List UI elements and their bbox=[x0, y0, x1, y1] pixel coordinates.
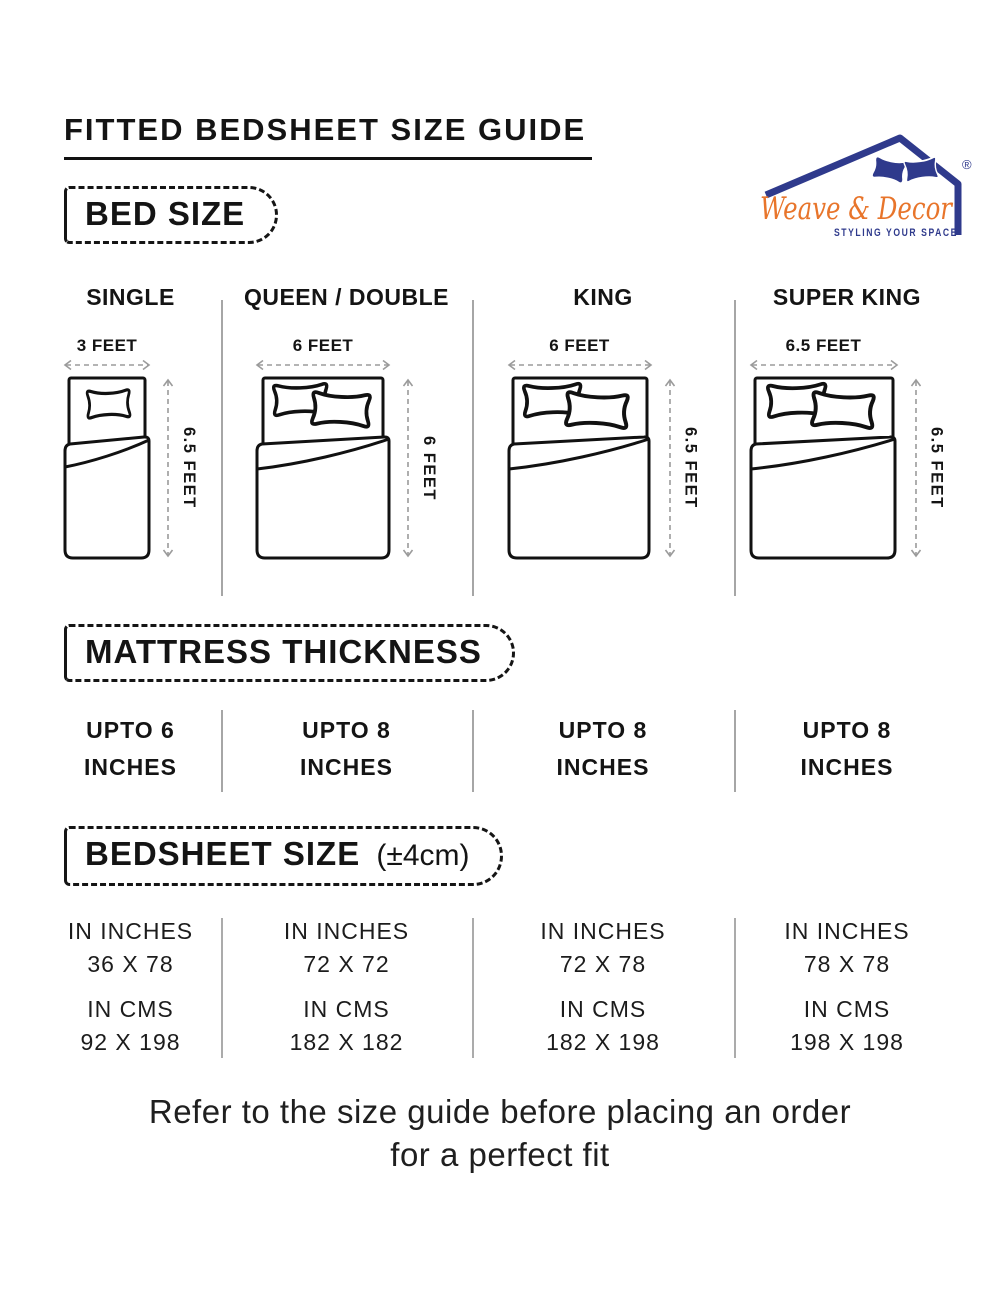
bedsheet-size-section bbox=[40, 916, 960, 1060]
inches-label: IN INCHES bbox=[67, 918, 194, 944]
thickness-value bbox=[472, 712, 734, 786]
bed-length-label: 6.5 FEET bbox=[927, 427, 946, 509]
thickness-value bbox=[40, 712, 221, 786]
bed-width-label: 6 FEET bbox=[549, 336, 610, 355]
pillow-icon bbox=[87, 390, 130, 418]
width-arrow-icon bbox=[747, 358, 901, 372]
bed-length-label: 6 FEET bbox=[420, 435, 438, 501]
bed-width-label: 6 FEET bbox=[292, 336, 354, 355]
bed-column-single bbox=[40, 284, 221, 596]
cms-value: 198 X 198 bbox=[790, 1029, 904, 1055]
cms-label: IN CMS bbox=[87, 996, 174, 1022]
bed-length-label: 6.5 FEET bbox=[180, 427, 198, 509]
thickness-line2: INCHES bbox=[300, 754, 393, 780]
bed-name: QUEEN / DOUBLE bbox=[243, 284, 450, 310]
brand-tagline: STYLING YOUR SPACE bbox=[834, 227, 958, 239]
bed-name: KING bbox=[573, 284, 633, 310]
cms-label: IN CMS bbox=[803, 996, 891, 1022]
length-arrow-icon bbox=[161, 376, 175, 560]
thickness-line1: UPTO 6 bbox=[86, 717, 175, 743]
bedsheet-size-column bbox=[221, 916, 472, 1060]
pillow-icon bbox=[873, 158, 906, 183]
cms-label: IN CMS bbox=[303, 996, 390, 1022]
footer-note bbox=[40, 1090, 960, 1176]
bed-size-section bbox=[40, 284, 960, 596]
inches-label: IN INCHES bbox=[283, 918, 410, 944]
cms-value: 92 X 198 bbox=[80, 1029, 181, 1055]
pillow-icon bbox=[565, 392, 627, 428]
bed-column-king bbox=[472, 284, 734, 596]
mattress-thickness-section bbox=[40, 712, 960, 786]
thickness-value bbox=[221, 712, 472, 786]
bed-illustration-single bbox=[61, 376, 153, 560]
cms-label: IN CMS bbox=[559, 996, 647, 1022]
width-arrow-icon bbox=[61, 358, 153, 372]
bed-size-heading: BED SIZE bbox=[64, 186, 278, 244]
length-arrow-icon bbox=[401, 376, 415, 560]
bed-illustration-queen bbox=[253, 376, 393, 560]
bed-width-label: 3 FEET bbox=[76, 336, 138, 355]
bedsheet-size-column bbox=[40, 916, 221, 1060]
pillow-icon bbox=[312, 392, 370, 427]
bedsheet-size-tolerance: (±4cm) bbox=[376, 839, 470, 872]
width-arrow-icon bbox=[253, 358, 393, 372]
brand-logo bbox=[750, 124, 982, 242]
thickness-line1: UPTO 8 bbox=[302, 717, 391, 743]
inches-value: 36 X 78 bbox=[87, 951, 174, 977]
bed-length-label: 6.5 FEET bbox=[681, 427, 700, 509]
length-arrow-icon bbox=[909, 376, 923, 560]
bed-name: SINGLE bbox=[86, 284, 175, 310]
thickness-line1: UPTO 8 bbox=[558, 717, 648, 743]
bed-illustration-king bbox=[505, 376, 655, 560]
cms-value: 182 X 198 bbox=[546, 1029, 660, 1055]
inches-value: 72 X 78 bbox=[559, 951, 647, 977]
inches-value: 78 X 78 bbox=[803, 951, 891, 977]
inches-label: IN INCHES bbox=[784, 918, 910, 944]
bed-column-super-king bbox=[734, 284, 960, 596]
inches-label: IN INCHES bbox=[540, 918, 666, 944]
bedsheet-size-heading bbox=[64, 826, 503, 886]
footer-line1: Refer to the size guide before placing an order bbox=[148, 1093, 852, 1130]
pillow-icon bbox=[811, 392, 873, 428]
mattress-thickness-heading: MATTRESS THICKNESS bbox=[64, 624, 515, 682]
bedsheet-size-column bbox=[734, 916, 960, 1060]
thickness-line2: INCHES bbox=[800, 754, 894, 780]
cms-value: 182 X 182 bbox=[289, 1029, 404, 1055]
page-title: FITTED BEDSHEET SIZE GUIDE bbox=[64, 112, 592, 160]
pillow-icon bbox=[904, 157, 939, 182]
footer-line2: for a perfect fit bbox=[390, 1136, 610, 1173]
brand-name: Weave & Decor bbox=[760, 191, 954, 227]
thickness-line2: INCHES bbox=[556, 754, 650, 780]
bedsheet-size-heading-text: BEDSHEET SIZE bbox=[85, 835, 361, 872]
inches-value: 72 X 72 bbox=[303, 951, 390, 977]
thickness-line2: INCHES bbox=[84, 754, 177, 780]
registered-mark: ® bbox=[962, 157, 972, 172]
thickness-value bbox=[734, 712, 960, 786]
bedsheet-size-column bbox=[472, 916, 734, 1060]
bed-name: SUPER KING bbox=[772, 284, 922, 310]
length-arrow-icon bbox=[663, 376, 677, 560]
bed-column-queen-double bbox=[221, 284, 472, 596]
width-arrow-icon bbox=[505, 358, 655, 372]
bed-illustration-super-king bbox=[747, 376, 901, 560]
thickness-line1: UPTO 8 bbox=[802, 717, 892, 743]
bed-width-label: 6.5 FEET bbox=[785, 336, 862, 355]
size-guide-page bbox=[0, 112, 1000, 1312]
